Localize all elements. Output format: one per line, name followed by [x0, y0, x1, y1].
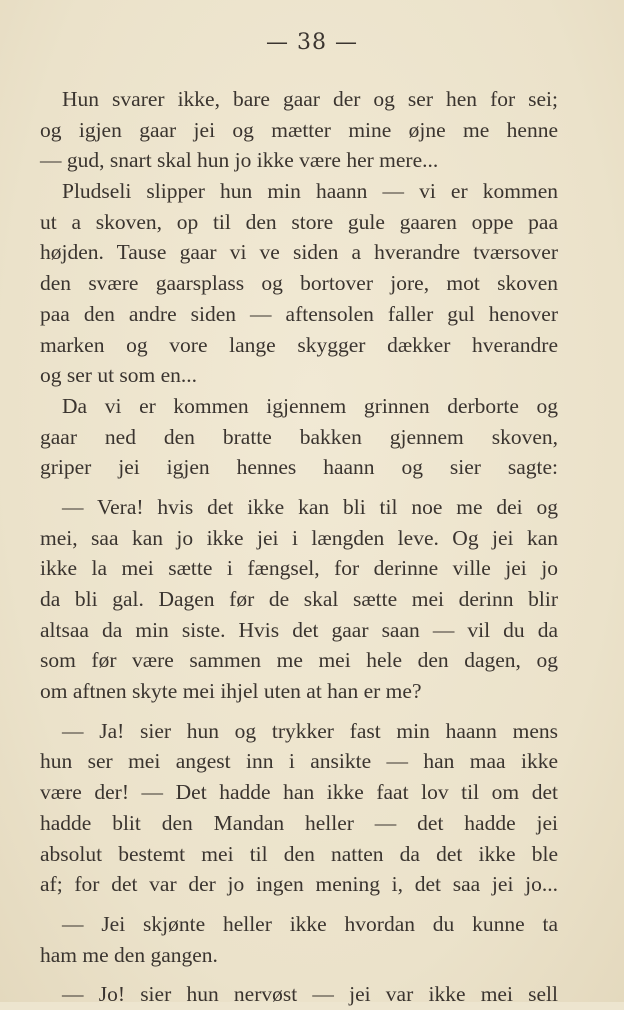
text-line: den svære gaarsplass og bortover jore, mot skoven	[40, 271, 558, 296]
paragraph-gap	[40, 707, 558, 716]
text-line: som før være sammen me mei hele den dagen, og	[40, 648, 558, 673]
text-line: paa den andre siden — aftensolen faller gul henover	[40, 301, 558, 326]
text-line: mei, saa kan jo ikke jei i længden leve. Og jei kan	[40, 525, 558, 550]
text-line: — Jo! sier hun nervøst — jei var ikke mei sell	[62, 982, 558, 1007]
page-number: — 38 —	[266, 30, 358, 55]
text-line: ut a skoven, op til den store gule gaaren oppe paa	[40, 209, 558, 234]
text-line: ikke la mei sætte i fængsel, for derinne ville jei jo	[40, 556, 558, 581]
paragraph	[40, 391, 558, 483]
text-line: griper jei igjen hennes haann og sier sagte:	[40, 455, 558, 480]
body-text	[40, 84, 558, 1010]
paragraph	[40, 176, 558, 391]
text-line: — Jei skjønte heller ikke hvordan du kunne ta	[62, 911, 558, 936]
paragraph	[40, 84, 558, 176]
text-line: højden. Tause gaar vi ve siden a hverandre tværsover	[40, 240, 558, 265]
paragraph-gap	[40, 970, 558, 979]
text-line: af; for det var der jo ingen mening i, det saa jei jo...	[40, 872, 558, 897]
text-line: marken og vore lange skygger dækker hverandre	[40, 332, 558, 357]
text-line: og ser ut som en...	[40, 363, 198, 388]
text-line: altsaa da min siste. Hvis det gaar saan — vil du da	[40, 617, 558, 642]
paragraph	[40, 979, 558, 1010]
text-line: om aftnen skyte mei ihjel uten at han er me?	[40, 679, 422, 704]
paragraph-gap	[40, 483, 558, 492]
text-line: — gud, snart skal hun jo ikke være her mere...	[40, 148, 439, 173]
text-line: da bli gal. Dagen før de skal sætte mei derinn blir	[40, 587, 558, 611]
text-line: hun ser mei angest inn i ansikte — han maa ikke	[40, 749, 558, 774]
text-line	[40, 115, 558, 146]
text-line-content: og igjen gaar jei og mætter mine øjne me henne	[40, 117, 558, 142]
text-line: — Ja! sier hun og trykker fast min haann mens	[62, 718, 558, 743]
paragraph	[40, 716, 558, 900]
text-line: ham me den gangen.	[40, 942, 218, 967]
paragraph	[40, 909, 558, 970]
text-line: gaar ned den bratte bakken gjennem skoven,	[40, 424, 558, 449]
paragraph	[40, 492, 558, 707]
text-line: Hun svarer ikke, bare gaar der og ser hen for sei;	[62, 87, 558, 111]
paragraph-gap	[40, 900, 558, 909]
text-line: være der! — Det hadde han ikke faat lov til om det	[40, 780, 558, 805]
text-line: — Vera! hvis det ikke kan bli til noe me dei og	[62, 494, 558, 519]
text-line: hadde blit den Mandan heller — det hadde jei	[40, 810, 558, 835]
text-line: Pludseli slipper hun min haann — vi er kommen	[62, 179, 558, 204]
text-line: Da vi er kommen igjennem grinnen derborte og	[62, 393, 558, 418]
text-line: absolut bestemt mei til den natten da det ikke ble	[40, 841, 558, 866]
